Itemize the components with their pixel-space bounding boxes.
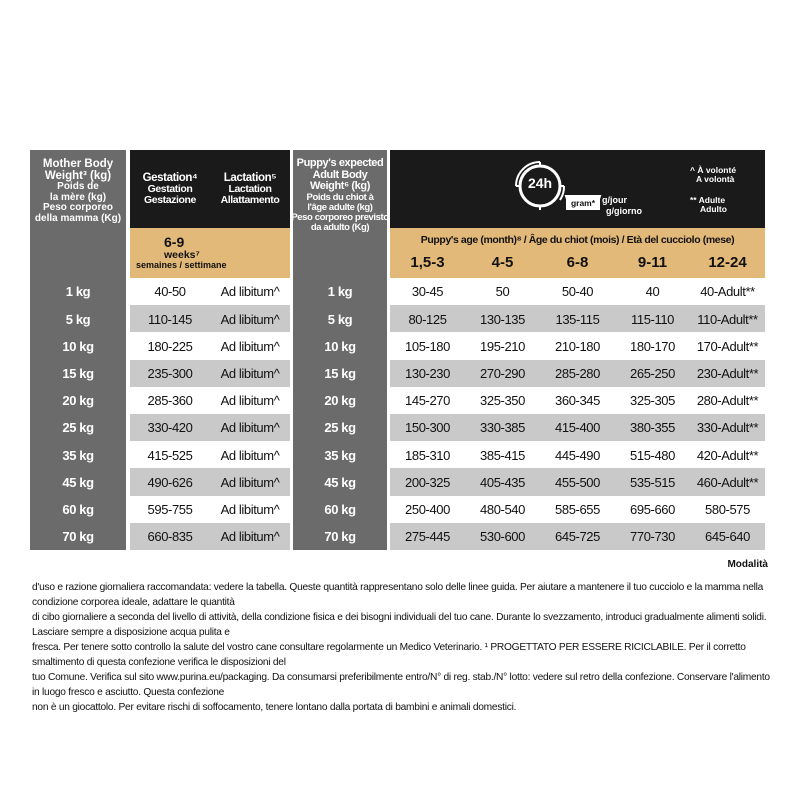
table-cell-v3: 325-305 xyxy=(615,387,690,415)
table-cell-v3: 115-110 xyxy=(615,305,690,333)
table-cell-puppy: 25 kg xyxy=(293,414,387,442)
table-cell-lactation: Ad libitum^ xyxy=(210,496,290,524)
table-cell-puppy: 1 kg xyxy=(293,278,387,306)
table-cell-puppy: 5 kg xyxy=(293,305,387,333)
table-cell-v4: 110-Adult** xyxy=(690,305,765,333)
table-cell-v0: 145-270 xyxy=(390,387,465,415)
header-puppy-weight xyxy=(293,150,387,278)
footer-notes xyxy=(32,580,772,715)
table-cell-v0: 130-230 xyxy=(390,360,465,388)
legend-text: ^ À volonté xyxy=(690,164,737,175)
table-cell-v4: 40-Adult** xyxy=(690,278,765,306)
table-cell-gestation: 285-360 xyxy=(130,387,210,415)
table-cell-mother: 45 kg xyxy=(30,468,126,496)
table-cell-puppy: 60 kg xyxy=(293,496,387,524)
table-cell-v2: 210-180 xyxy=(540,332,615,360)
legend-a-volonte xyxy=(690,160,760,190)
footer-line: tuo Comune. Verifica sul sito www.purina.eu/packaging. Da consumarsi preferibilmente entro/N° di reg. stab./N° lotto: vedere sul retro della confezione. Conservare l'alimento in luogo fresco e asciutto. Questa confezione xyxy=(32,672,770,698)
table-cell-lactation: Ad libitum^ xyxy=(210,305,290,333)
table-cell-mother: 10 kg xyxy=(30,332,126,360)
footer-modalita: Modalità xyxy=(727,559,768,570)
age-2: 4-5 xyxy=(491,253,514,271)
table-cell-puppy: 15 kg xyxy=(293,360,387,388)
table-cell-v1: 130-135 xyxy=(465,305,540,333)
table-cell-v0: 30-45 xyxy=(390,278,465,306)
header-text: Gestazione xyxy=(143,194,197,207)
legend-text: ** Adulte xyxy=(690,194,726,205)
table-cell-gestation: 40-50 xyxy=(130,278,210,306)
table-cell-v2: 415-400 xyxy=(540,414,615,442)
table-cell-v3: 535-515 xyxy=(615,468,690,496)
table-cell-v1: 270-290 xyxy=(465,360,540,388)
header-text: Gestation⁴ xyxy=(142,171,198,184)
table-cell-gestation: 110-145 xyxy=(130,305,210,333)
table-cell-v0: 80-125 xyxy=(390,305,465,333)
table-cell-mother: 60 kg xyxy=(30,496,126,524)
age-title: Puppy's age (month)⁸ / Âge du chiot (mois) / Età del cucciolo (mese) xyxy=(420,234,735,246)
table-cell-mother: 35 kg xyxy=(30,441,126,469)
table-cell-gestation: 235-300 xyxy=(130,360,210,388)
table-cell-mother: 5 kg xyxy=(30,305,126,333)
table-cell-lactation: Ad libitum^ xyxy=(210,387,290,415)
table-cell-v4: 280-Adult** xyxy=(690,387,765,415)
table-cell-mother: 25 kg xyxy=(30,414,126,442)
clock-label: 24h xyxy=(527,175,553,191)
ggiorno-label: g/giorno xyxy=(606,206,642,216)
header-text: Puppy's expected xyxy=(296,157,384,169)
weeks-label: weeks⁷ xyxy=(164,249,200,262)
header-text: Peso corporeo xyxy=(42,202,114,214)
header-text: Allattamento xyxy=(220,194,280,207)
table-cell-v1: 405-435 xyxy=(465,468,540,496)
table-cell-mother: 15 kg xyxy=(30,360,126,388)
table-cell-v4: 460-Adult** xyxy=(690,468,765,496)
table-cell-v2: 455-500 xyxy=(540,468,615,496)
table-cell-lactation: Ad libitum^ xyxy=(210,468,290,496)
table-cell-v0: 275-445 xyxy=(390,523,465,551)
table-cell-lactation: Ad libitum^ xyxy=(210,441,290,469)
gram-label: gram* xyxy=(566,196,600,210)
table-cell-gestation: 490-626 xyxy=(130,468,210,496)
header-text: Weight⁶ (kg) xyxy=(310,180,370,193)
header-lactation xyxy=(210,150,290,228)
header-text: Lactation⁵ xyxy=(223,171,277,184)
table-cell-v3: 695-660 xyxy=(615,496,690,524)
table-cell-v0: 250-400 xyxy=(390,496,465,524)
table-cell-v3: 40 xyxy=(615,278,690,306)
table-cell-v1: 325-350 xyxy=(465,387,540,415)
header-text: Gestation xyxy=(147,183,193,196)
header-text: Weight³ (kg) xyxy=(44,170,112,183)
table-cell-puppy: 45 kg xyxy=(293,468,387,496)
table-cell-lactation: Ad libitum^ xyxy=(210,523,290,551)
table-cell-gestation: 180-225 xyxy=(130,332,210,360)
table-cell-v4: 420-Adult** xyxy=(690,441,765,469)
header-text: Lactation xyxy=(228,183,272,196)
table-cell-lactation: Ad libitum^ xyxy=(210,332,290,360)
table-cell-v4: 170-Adult** xyxy=(690,332,765,360)
table-cell-mother: 70 kg xyxy=(30,523,126,551)
table-cell-v1: 385-415 xyxy=(465,441,540,469)
table-cell-puppy: 20 kg xyxy=(293,387,387,415)
table-cell-puppy: 70 kg xyxy=(293,523,387,551)
header-text: Poids de xyxy=(57,181,99,193)
age-5: 12-24 xyxy=(708,253,747,271)
table-cell-v3: 265-250 xyxy=(615,360,690,388)
table-cell-lactation: Ad libitum^ xyxy=(210,414,290,442)
table-cell-v0: 150-300 xyxy=(390,414,465,442)
table-cell-mother: 20 kg xyxy=(30,387,126,415)
table-cell-v0: 200-325 xyxy=(390,468,465,496)
legend-text: A volontà xyxy=(696,174,735,184)
header-text: della mamma (Kg) xyxy=(34,212,122,224)
header-weeks xyxy=(130,228,290,278)
weeks-sub: semaines / settimane xyxy=(136,260,227,271)
table-cell-v4: 645-640 xyxy=(690,523,765,551)
header-text: l'âge adulte (kg) xyxy=(307,201,373,213)
header-text: Mother Body xyxy=(42,158,114,170)
table-cell-v0: 105-180 xyxy=(390,332,465,360)
table-cell-v2: 285-280 xyxy=(540,360,615,388)
table-cell-v1: 50 xyxy=(465,278,540,306)
table-cell-lactation: Ad libitum^ xyxy=(210,360,290,388)
table-cell-v0: 185-310 xyxy=(390,441,465,469)
header-text: da adulto (Kg) xyxy=(310,221,370,233)
table-cell-v4: 230-Adult** xyxy=(690,360,765,388)
table-cell-puppy: 10 kg xyxy=(293,332,387,360)
table-cell-v4: 580-575 xyxy=(690,496,765,524)
age-3: 6-8 xyxy=(566,253,589,271)
footer-line: fresca. Per tenere sotto controllo la salute del vostro cane consultare regolarmente un Medico Veterinario. ¹ PROGETTATO PER ESSERE RICICLABILE. Per il corretto smaltimento di questa confezione verifica le disposizioni del xyxy=(32,642,746,668)
footer-line: non è un giocattolo. Per evitare rischi di soffocamento, tenere lontano dalla portata di bambini e animali domestici. xyxy=(32,702,517,713)
table-cell-v2: 50-40 xyxy=(540,278,615,306)
table-cell-v2: 360-345 xyxy=(540,387,615,415)
table-cell-v3: 380-355 xyxy=(615,414,690,442)
header-text: la mère (kg) xyxy=(49,191,107,203)
table-cell-v1: 195-210 xyxy=(465,332,540,360)
header-mother-weight xyxy=(30,150,126,278)
age-1: 1,5-3 xyxy=(410,253,445,271)
legend-text: Adulto xyxy=(700,204,727,214)
gjour-label: * g/jour xyxy=(596,195,627,205)
table-cell-v4: 330-Adult** xyxy=(690,414,765,442)
footer-line: d'uso e razione giornaliera raccomandata: vedere la tabella. Queste quantità rappresentano solo delle linee guida. Per aiutare a mantenere il tuo cucciolo e la mamma nella condizione corporea ideale, adattare le quantità xyxy=(32,582,764,608)
table-cell-gestation: 415-525 xyxy=(130,441,210,469)
table-cell-lactation: Ad libitum^ xyxy=(210,278,290,306)
table-cell-gestation: 595-755 xyxy=(130,496,210,524)
table-cell-v1: 480-540 xyxy=(465,496,540,524)
table-cell-v1: 330-385 xyxy=(465,414,540,442)
table-cell-mother: 1 kg xyxy=(30,278,126,306)
table-cell-v2: 585-655 xyxy=(540,496,615,524)
footer-line: di cibo giornaliere a seconda del livello di attività, della condizione fisica e dei bisogni individuali del tuo cane. Durante lo svezzamento, introduci gradualmente alimenti solidi. Lasciare sempre a disposizione acqua pulita e xyxy=(32,612,767,638)
table-cell-v3: 770-730 xyxy=(615,523,690,551)
table-cell-puppy: 35 kg xyxy=(293,441,387,469)
table-cell-v3: 515-480 xyxy=(615,441,690,469)
weeks-range: 6-9 xyxy=(164,234,185,251)
table-cell-gestation: 330-420 xyxy=(130,414,210,442)
table-cell-v2: 645-725 xyxy=(540,523,615,551)
table-cell-v2: 445-490 xyxy=(540,441,615,469)
header-text: Poids du chiot à xyxy=(306,191,374,203)
age-4: 9-11 xyxy=(637,253,668,271)
table-cell-v1: 530-600 xyxy=(465,523,540,551)
header-gestation xyxy=(130,150,210,228)
table-cell-v2: 135-115 xyxy=(540,305,615,333)
header-text: Adult Body xyxy=(312,168,368,181)
table-cell-gestation: 660-835 xyxy=(130,523,210,551)
header-text: Peso corporeo previsto xyxy=(291,211,389,223)
table-cell-v3: 180-170 xyxy=(615,332,690,360)
legend-adulte xyxy=(690,192,760,218)
